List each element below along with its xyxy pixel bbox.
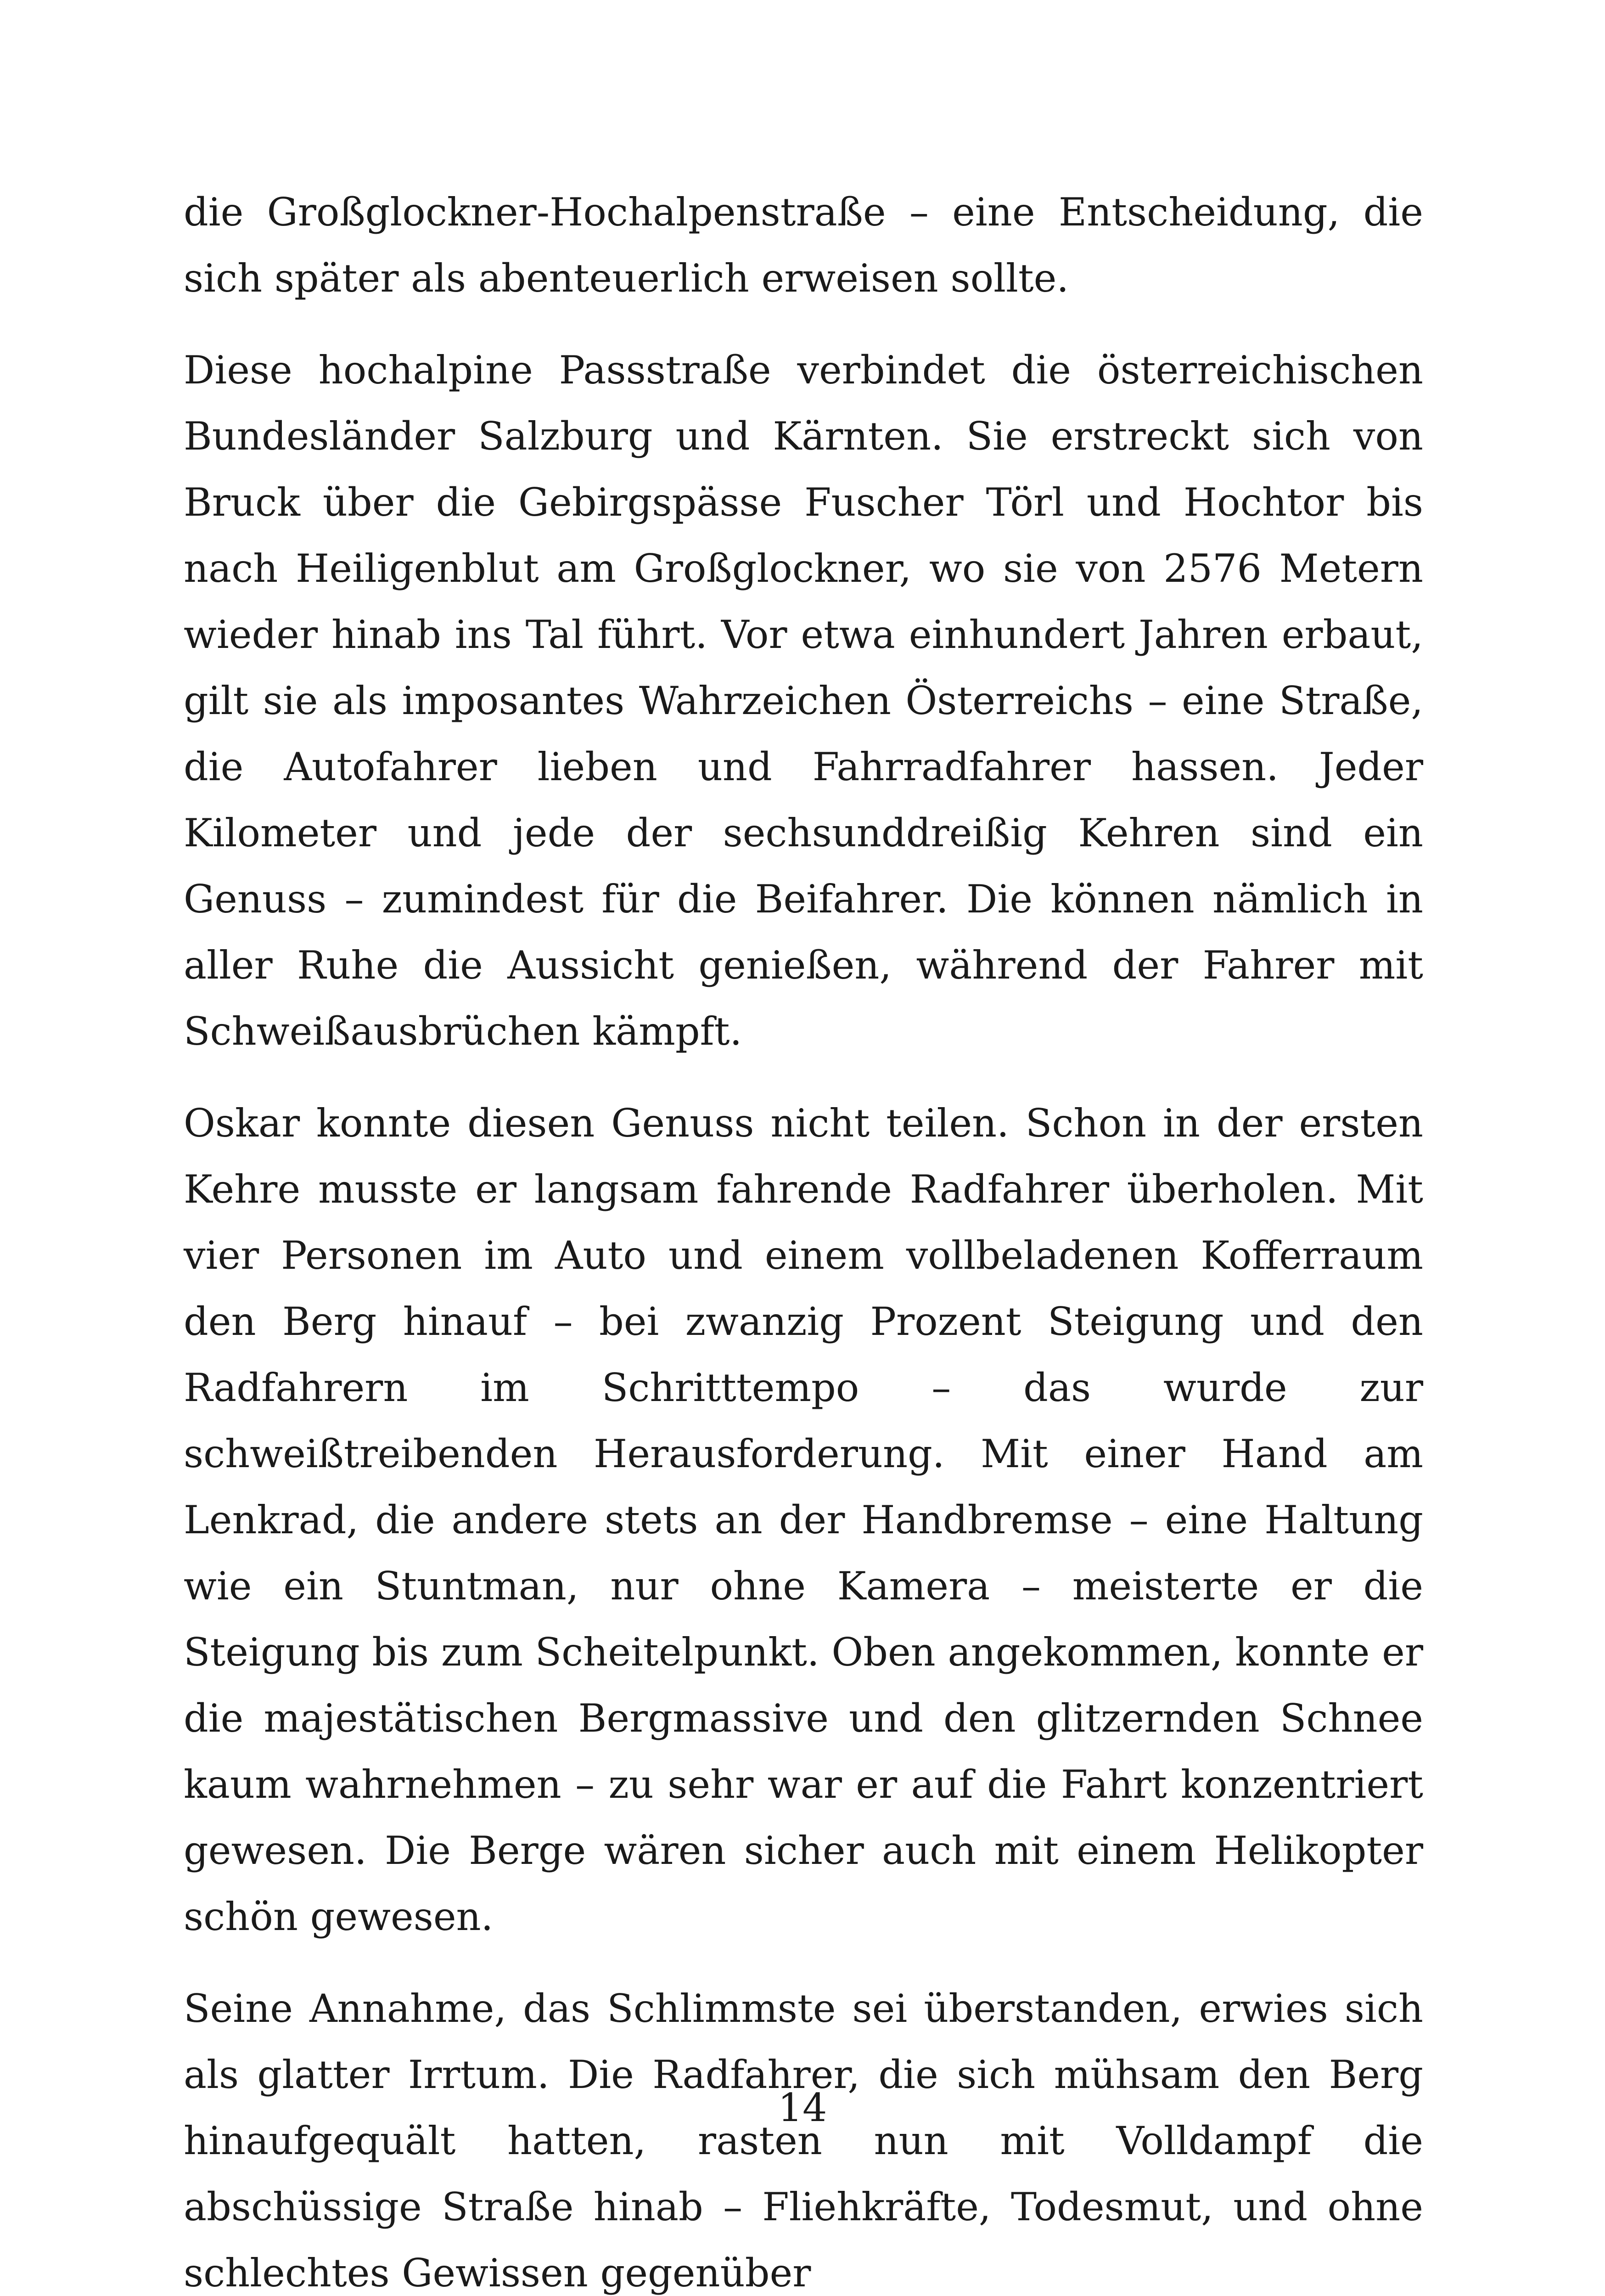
paragraph-3: Oskar konnte diesen Genuss nicht teilen. Schon in der ersten Kehre musste er langsam fahrende Radfahrer überholen. Mit vier Personen im Auto und einem vollbeladenen Kofferraum den Berg hinauf – bei zwanzig Prozent Steigung und den Radfahrern im Schritttempo – das wurde zur schweißtreibenden Herausforderung. Mit einer Hand am Lenkrad, die andere stets an der Handbremse – eine Haltung wie ein Stuntman, nur ohne Kamera – meisterte er die Steigung bis zum Scheitelpunkt. Oben angekommen, konnte er die majestätischen Bergmassive und den glitzernden Schnee kaum wahrnehmen – zu sehr war er auf die Fahrt konzentriert gewesen. Die Berge wären sicher auch mit einem Helikopter schön gewesen.	[184, 1101, 1423, 1939]
body-text	[184, 179, 1423, 2296]
paragraph-4: Seine Annahme, das Schlimmste sei überstanden, erwies sich als glatter Irrtum. Die Radfahrer, die sich mühsam den Berg hinaufgequält hatten, rasten nun mit Volldampf die abschüssige Straße hinab – Fliehkräfte, Todesmut, und ohne schlechtes Gewissen gegenüber	[184, 1986, 1423, 2296]
paragraph-1: die Großglockner-Hochalpenstraße – eine Entscheidung, die sich später als abenteuerlich erweisen sollte.	[184, 190, 1423, 301]
page-number: 14	[778, 2085, 827, 2130]
paragraph-2: Diese hochalpine Passstraße verbindet die österreichischen Bundesländer Salzburg und Kärnten. Sie erstreckt sich von Bruck über die Gebirgspässe Fuscher Törl und Hochtor bis nach Heiligenblut am Großglockner, wo sie von 2576 Metern wieder hinab ins Tal führt. Vor etwa einhundert Jahren erbaut, gilt sie als imposantes Wahrzeichen Österreichs – eine Straße, die Autofahrer lieben und Fahrradfahrer hassen. Jeder Kilometer und jede der sechsunddreißig Kehren sind ein Genuss – zumindest für die Beifahrer. Die können nämlich in aller Ruhe die Aussicht genießen, während der Fahrer mit Schweißausbrüchen kämpft.	[184, 348, 1423, 1054]
